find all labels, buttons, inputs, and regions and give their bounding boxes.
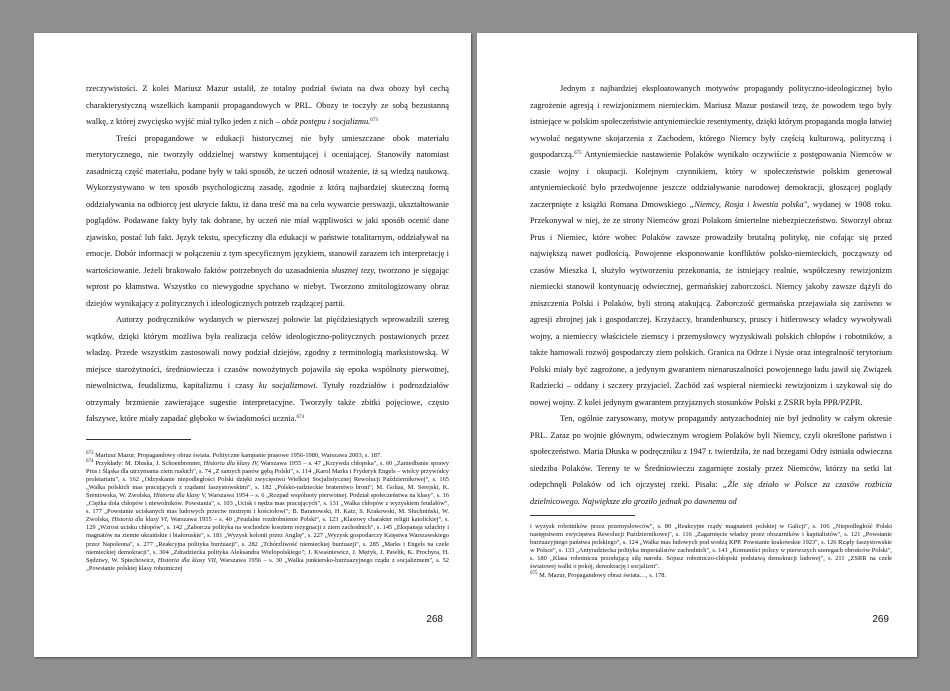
footnote-reference: 675 [573, 151, 582, 156]
italic-text: „Niemcy, Rosja i kwestia polska" [689, 199, 808, 209]
right-page [477, 33, 917, 657]
paragraph [530, 81, 892, 411]
page-number: 269 [872, 614, 889, 625]
text-run: i wyzysk robotników przez przemysłowców", s. 80 „Reakcyjne rządy magnaterii polskiej w Galicji", s. 106 „Niepodległość Polski następstwem zwycięstwa Rewolucji Październikowej", s. 116 „Zagarnięcie władzy przez obszarników i kapitalistów", s. 121 „Powstanie burżuazyjnego państwa polskiego", s. 124 „Walka mas ludowych pod wodzą KPP. Powstanie krakowskie 1923", s. 126 Rządy faszystowskie w Polsce", s. 133 „Antyradziecka polityka imperialistów zachodnich", s. 141 „Komuniści polscy w pierwszych szeregach obrońców Polski", s. 180 „Klasa robotnicza przodującą siłą narodu. Sojusz robotniczo-chłopski podstawą demokracji ludowej", s. 211 „ZSRR na czele światowej walki o pokój, demokrację i socjalizm". [530, 523, 892, 571]
right-page-body-text [530, 81, 892, 510]
text-run: Przykłady: M. Dłuska, J. Schoenbrenner, [93, 459, 204, 467]
footnote-reference: 673 [370, 118, 378, 123]
text-run: Warszawa 1955 – s. 40 „Feudalne rozdrobnienie Polski", s. 123 „Klasowy charakter religii katolickiej", s. 129 „Wzrost ucisku chłopów", s. 142 „Zaborcza polityka na wschodzie kosztem rezygnacji z ziem zachodnich", s. 145 „Ekspansja szlachty i magnatów na ziemie ukraińskie i białoruskie", s. 181 „Wyzysk kolonii przez Anglię", s. 227 „Wyzysk gospodarczy Księstwa Warszawskiego przez Napoleona", s. 277 „Reakcyjna polityka burżuazji", s. 282 „Tchórzliwość niemieckiej burżuazji", s. 285 „Marks i Engels na czele niemieckiej demokracji", s. 304 „Zdradziecka polityka Aleksandra Wielopolskiego"; J. Kwaśniewicz, J. Mężyk, J. Pawlik, K. Prochyra, H. Sędziwy, W. Spiechowicz, [86, 516, 449, 564]
italic-text: Historia dla klasy VI, [111, 516, 169, 524]
left-page-footnotes [86, 452, 449, 573]
footnote-reference: 673 [86, 450, 94, 456]
paragraph [86, 81, 449, 131]
text-run: Jednym z najbardziej eksploatowanych motywów propagandy polityczno-ideologicznej było zagrożenie agresją i rewizjonizmem niemieckim. Mariusz Mazur postawił tezę, że powodem tego były istniejące w polskim społeczeństwie antyniemieckie resentymenty, dzięki którym propaganda mogła łatwiej wywołać negatywne skojarzenia z Zachodem, którego Niemcy były częścią kulturową, polityczną i gospodarczą. [530, 84, 892, 159]
italic-text: Historia dla klasy VII, [157, 556, 218, 564]
text-run: tworzono je sięgając wprost po kłamstwa. Wszystko co niewygodne spychano w niebyt. Tworzono zmitologizowany obraz dziejów wynikający z politycznych i ideologicznych potrzeb rządzącej partii. [86, 265, 449, 308]
text-run: , wydanej w 1908 roku. Przekonywał w niej, że ze strony Niemców grozi Polakom śmiertelne niebezpieczeństwo. Stworzył obraz Prus i Niemiec, które wobec Polaków zawsze prowadziły brutalną politykę, nie cofając się przed największą nawet podłością. Powojenne eksponowanie konfliktów polsko-niemieckich, począwszy od czasów Mieszka I, służyło wytworzeniu przekonania, że istniejący realnie, współczesny rewizjonizm niemiecki stanowił kontynuację odwiecznej, germańskiej zaborczości. Niemcy jakoby zawsze dążyli do zniszczenia Polski i Polaków, byli stroną atakującą. Zaborczość germańska przejawiała się zarówno w agresji zbrojnej jak i gospodarczej. Krzyżaccy, brandenburscy, pruscy i hitlerowscy władcy wywoływali wojny, a niemieccy właściciele ziemscy i przemysłowcy wyzyskiwali polskich chłopów i robotników, a także hamowali rozwój gospodarczy ziem polskich. Granica na Odrze i Nysie oraz integralność terytorium Polski miały być zagrożone, a jedynym gwarantem nienaruszalności powojennego ładu jawił się Związek Radziecki – oddany i szczery przyjaciel. Zachód zaś wspierał niemiecki rewizjonizm i szykował się do nowej wojny. Z kolei jedynym gwarantem przyjaznych stosunków Polski z ZSRR była PPR/PZPR. [530, 199, 892, 407]
text-run: Warszawa 1955 – s. 47 „Krzywda chłopska", s. 60 „Zaniedbanie sprawy Prus i Śląska dla utrzymania ziem ruskich", s. 74 „Z samych panów gębą Polski", s. 114 „Karol Marks i Fryderyk Engels – wielcy przywódcy proletariatu", s. 162 „Odzyskanie niepodległości Polski dzięki zwycięstwu Wielkiej Socjalistycznej Rewolucji Październikowej", s. 165 „Walka polskich mas pracujących z rządami faszystowskimi", s. 182 „Polsko-radzieckie braterstwo broni"; M. Golias, M. Serejski, K. Śreniowska, W. Zwolska, [86, 459, 449, 499]
italic-text: „Źle się działo w Polsce za czasów rozbicia dzielnicowego. Największe zło groziło jednak po dawnemu od [530, 480, 892, 506]
footnote-reference: 674 [296, 415, 304, 420]
text-run: Warszawa 1954 – s. 6 „Rozpad wspólnoty pierwotnej. Podział społeczeństwa na klasy", s. 16 „Ciężka dola chłopów i niewolników. Powstania", s. 103 „Ucisk i nędza mas pracujących", s. 131 „Walka chłopów z wyzyskiem feudałów", s. 177 „Powstanie uciskanych mas ludowych przeciw możnym i kościołowi"; B. Baranowski, H. Katz, S. Krakowski, M. Słuchniński, W. Zwolska, [86, 491, 449, 524]
footnote [530, 572, 892, 580]
text-run: rzeczywistości. Z kolei Mariusz Mazur ustalił, że totalny podział świata na dwa obozy był cechą charakterystyczną wszelkich kampanii propagandowych w PRL. Obozy te toczyły ze sobą bezustanną walkę, z której zwycięsko wyjść miał tylko jeden z nich – [86, 84, 449, 126]
footnote-separator [86, 439, 191, 440]
footnote [86, 452, 449, 460]
right-page-footnotes [530, 523, 892, 580]
text-run: M. Mazur, Propagandowy obraz świata…, s. 178. [537, 571, 667, 579]
paragraph [86, 131, 449, 313]
paragraph [86, 312, 449, 428]
left-page [34, 33, 471, 657]
paragraph [530, 411, 892, 510]
page-number: 268 [426, 614, 443, 625]
text-run: Warszawa 1956 – s. 30 „Walka junkiersko-burżuazyjnego rządu z socjalizmem", s. 52 „Powstanie polskiej klasy robotniczej [86, 556, 449, 572]
footnote-reference: 675 [530, 570, 538, 576]
italic-text: słusznej tezy, [331, 265, 376, 275]
text-run: Treści propagandowe w edukacji historycznej nie były umieszczane obok materiału merytorycznego, nie tworzyły oddzielnej warstwy komentującej i oceniającej. Stanowiły natomiast zasadniczą część materiału, podane były w taki sposób, że uczeń odnosił wrażenie, iż są wiedzą naukową. Wykorzystywano w ten sposób psychologiczną zasadę, zgodnie z którą najbardziej skuteczną formą oddziaływania na odbiorcę jest ukrycie faktu, iż dana treść ma na celu wywarcie perswazji, ukształtowanie poglądów. Podawane fakty były tak dobrane, by uczeń nie miał wątpliwości w jaki sposób ocenić dane zjawisko, postać lub fakt. Język tekstu, specyficzny dla edukacji w państwie totalitarnym, oddziaływał na emocje. Dobór informacji w połączeniu z tym specyficznym językiem, stanowił zarazem ich interpretację i wartościowanie. Jeżeli brakowało faktów potrzebnych do uzasadnienia [86, 133, 449, 275]
left-page-body-text [86, 81, 449, 428]
italic-text: Historia dla klasy IV, [203, 459, 259, 467]
text-run: Mariusz Mazur, Propagandowy obraz świata. Polityczne kampanie prasowe 1956-1980, Warszawa 2003, s. 187. [93, 451, 382, 459]
footnote [530, 523, 892, 572]
text-run: Autorzy podręczników wydanych w pierwszej połowie lat pięćdziesiątych wprowadzili szereg wątków, dzięki którym możliwa była realizacja celów ideologiczno-politycznych postawionych przez władzę. Przede wszystkim zastosowali nowy podział dziejów, zgodny z terminologią marksistowską. W miejsce starożytności, średniowiecza i czasów nowożytnych pojawiła się epoka wspólnoty pierwotnej, niewolnictwa, feudalizmu, kapitalizmu i czasy [86, 315, 449, 390]
italic-text: obóz postępu i socjalizmu. [281, 117, 371, 126]
footnote-reference: 674 [86, 458, 94, 464]
text-run: . Tytuły rozdziałów i podrozdziałów otrzymały brzmienie zawierające sugestie interpretacyjne. Tworzyły także zbitki pojęciowe, często fałszywe, które miały zapadać głęboko w świadomości ucznia. [86, 381, 449, 423]
italic-text: ku socjalizmowi [258, 381, 316, 390]
text-run: Antyniemieckie nastawienie Polaków wynikało oczywiście z postępowania Niemców w czasie wojny i okupacji. Kolejnym czynnikiem, który w społeczeństwie polskim generował antyniemieckość było przedwojenne jeszcze oddziaływanie narodowej demokracji, głoszącej poglądy zaczerpnięte z książki Romana Dmowskiego [530, 150, 892, 209]
footnote [86, 460, 449, 573]
text-run: Ten, ogólnie zarysowany, motyw propagandy antyzachodniej nie był jednolity w całym okresie PRL. Zaraz po wojnie głównym, odwiecznym wrogiem Polaków byli Niemcy, czyli określone państwo i społeczeństwo. Maria Dłuska w podręczniku z 1947 r. twierdziła, że nad brzegami Odry istniała odwieczna siedziba Polaków. Tereny te w Średniowieczu zagarnięte zostały przez Niemców, którzy na setki lat odepchnęli Polaków od ich ojczystej rzeki. Pisała: [530, 414, 892, 489]
footnote-separator [530, 515, 635, 516]
italic-text: Historia dla klasy V, [153, 491, 207, 499]
